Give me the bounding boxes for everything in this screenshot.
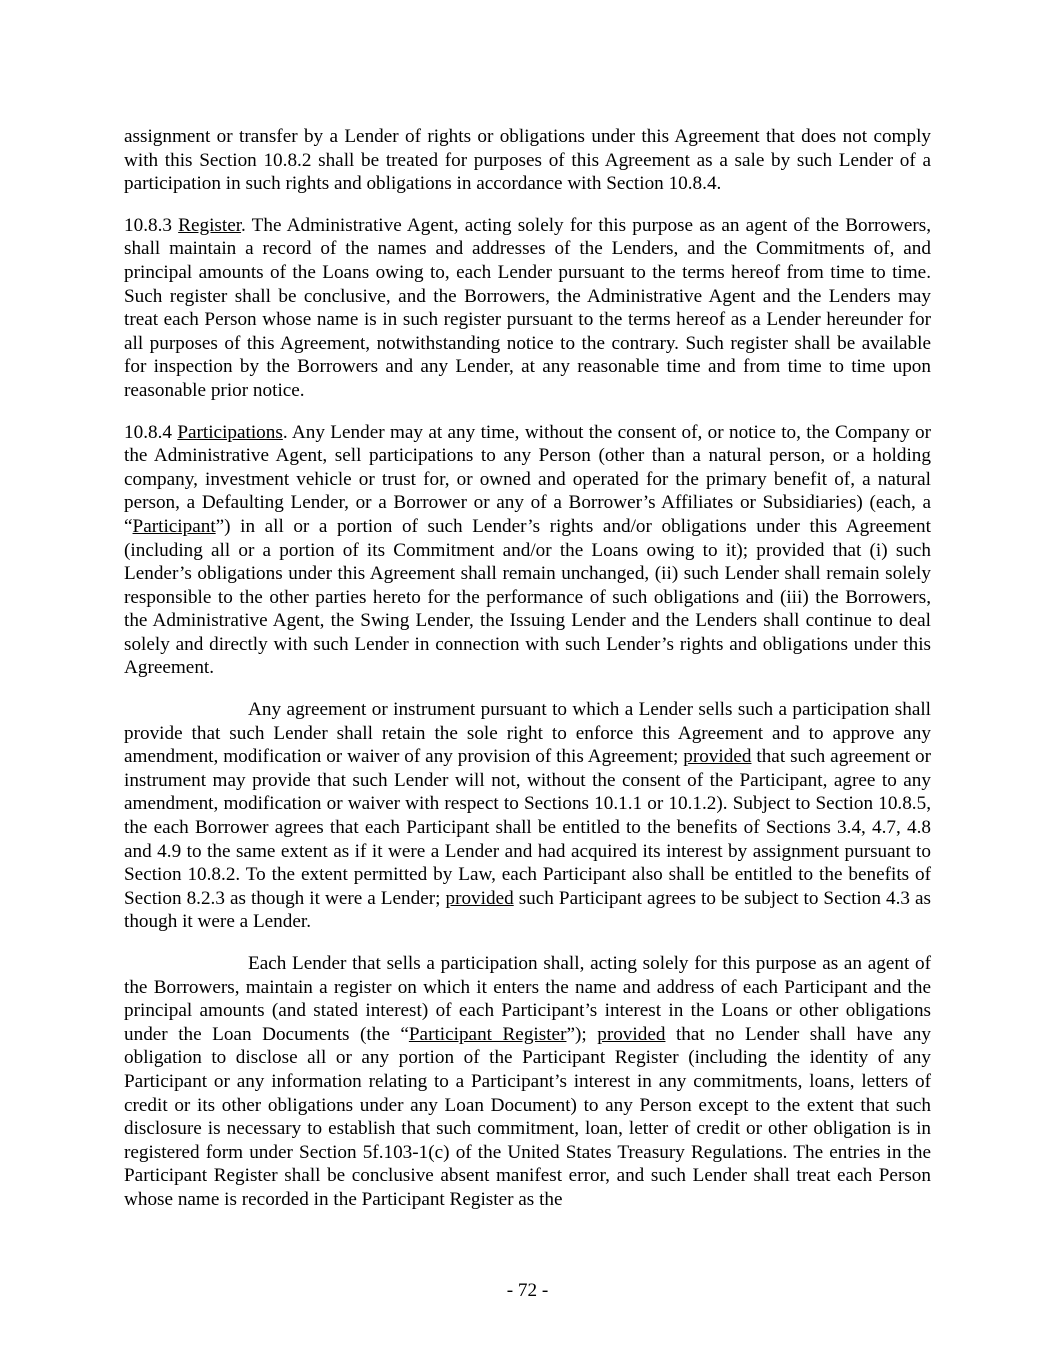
defined-term-participant-register: Participant Register — [408, 1023, 567, 1045]
page-number: - 72 - — [506, 1280, 549, 1301]
defined-term-participant: Participant — [132, 515, 216, 537]
provided-term: provided — [683, 746, 752, 768]
paragraph-text: Each Lender that sells a participation shall, acting solely for this purpose as an agent of the Borrowers, maintain a register on which it enters the name and address of each Participant and the principal amounts (and stated interest) of each Participant’s interest in the Loans or other obligations under the Loan Documents (the “ — [124, 953, 931, 1045]
document-body — [124, 125, 931, 1230]
paragraph-text: that such agreement or instrument may provide that such Lender will not, without the consent of the Participant, agree to any amendment, modification or waiver with respect to Sections 10.1.1 or 10.1.2). Subject to Section 10.8.5, the each Borrower agrees that each Participant shall be entitled to the benefits of Sections 3.4, 4.7, 4.8 and 4.9 to the same extent as if it were a Lender and had acquired its interest by assignment pursuant to Section 10.8.2. To the extent permitted by Law, each Participant also shall be entitled to the benefits of Section 8.2.3 as though it were a Lender; — [124, 746, 931, 909]
paragraph-section-10-8-3 — [124, 214, 931, 403]
paragraph-text: assignment or transfer by a Lender of rights or obligations under this Agreement that does not comply with this Section 10.8.2 shall be treated for purposes of this Agreement as a sale by such Lender of a participation in such rights and obligations in accordance with Section 10.8.4. — [124, 126, 931, 195]
section-number: 10.8.3 — [124, 214, 172, 236]
paragraph-participant-register — [124, 952, 931, 1212]
paragraph-text: ”) in all or a portion of such Lender’s rights and/or obligations under this Agreement (including all or a portion of its Commitment and/or the Loans owing to it); provided that (i) such Lender’s obligations under this Agreement shall remain unchanged, (ii) such Lender shall remain solely responsible to the other parties hereto for the performance of such obligations and (iii) the Borrowers, the Administrative Agent, the Swing Lender, the Issuing Lender and the Lenders shall continue to deal solely and directly with such Lender in connection with such Lender’s rights and obligations under this Agreement. — [124, 515, 931, 679]
paragraph-participation-agreement — [124, 698, 931, 934]
section-heading-participations: Participations — [177, 421, 283, 443]
section-number: 10.8.4 — [124, 421, 172, 443]
paragraph-text: . The Administrative Agent, acting solely for this purpose as an agent of the Borrowers, shall maintain a record of the names and addresses of the Lenders, and the Commitments of, and principal amounts of the Loans owing to, each Lender pursuant to the terms hereof from time to time. Such register shall be conclusive, and the Borrowers, the Administrative Agent and the Lenders may treat each Person whose name is in such register pursuant to the terms hereof as a Lender hereunder for all purposes of this Agreement, notwithstanding notice to the contrary. Such register shall be available for inspection by the Borrowers and any Lender, at any reasonable time and from time to time upon reasonable prior notice. — [124, 214, 932, 401]
paragraph-text: such Participant agrees to be subject to Section 4.3 as though it were a Lender. — [124, 887, 931, 933]
paragraph-assignment-continuation — [124, 125, 931, 196]
section-heading-register: Register — [178, 214, 242, 236]
paragraph-text: that no Lender shall have any obligation to disclose all or any portion of the Participant Register (including the identity of any Participant or any information relating to a Participant’s interest in any commitments, loans, letters of credit or its other obligations under any Loan Document) to any Person except to the extent that such disclosure is necessary to establish that such commitment, loan, letter of credit or other obligation is in registered form under Section 5f.103-1(c) of the United States Treasury Regulations. The entries in the Participant Register shall be conclusive absent manifest error, and such Lender shall treat each Person whose name is recorded in the Participant Register as the — [124, 1023, 931, 1210]
paragraph-text: ”); — [566, 1023, 598, 1045]
paragraph-section-10-8-4 — [124, 421, 931, 681]
paragraph-text: Any agreement or instrument pursuant to which a Lender sells such a participation shall provide that such Lender shall retain the sole right to enforce this Agreement and to approve any amendment, modification or waiver of any provision of this Agreement; — [124, 699, 931, 768]
provided-term: provided — [597, 1023, 666, 1045]
paragraph-text: . Any Lender may at any time, without the consent of, or notice to, the Company or the Administrative Agent, sell participations to any Person (other than a natural person, or a holding company, investment vehicle or trust for, or owned and operated for the primary benefit of, a natural person, a Defaulting Lender, or a Borrower or any of a Borrower’s Affiliates or Subsidiaries) (each, a “ — [124, 421, 931, 537]
provided-term: provided — [445, 887, 514, 909]
